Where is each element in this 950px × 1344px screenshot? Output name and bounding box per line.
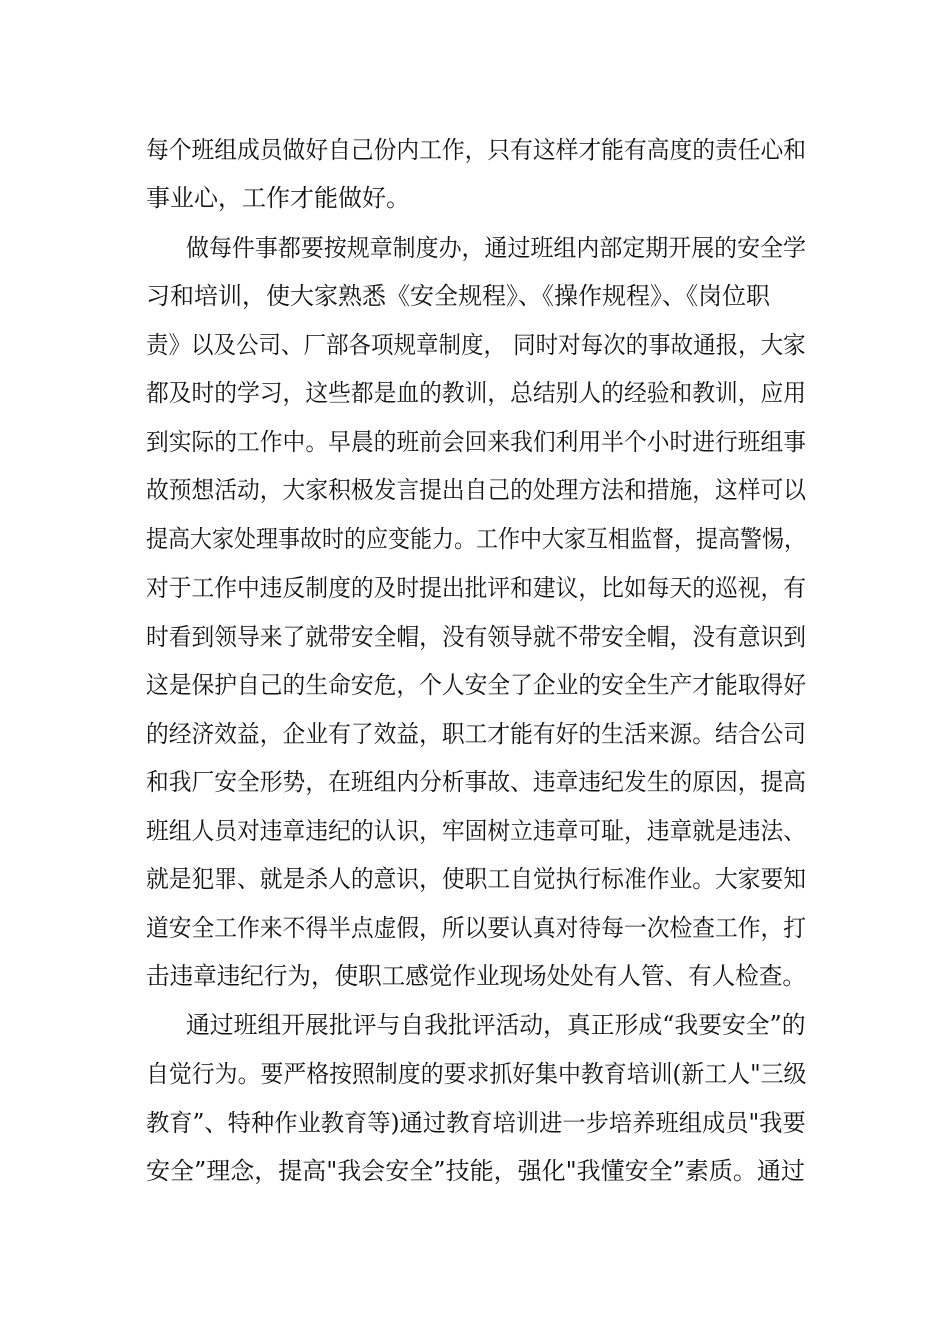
text-line: 故预想活动，大家积极发言提出自己的处理方法和措施，这样可以 bbox=[146, 476, 807, 504]
text-line: 的经济效益，企业有了效益，职工才能有好的生活来源。结合公司 bbox=[146, 720, 807, 748]
text-line: 事业心，工作才能做好。 bbox=[146, 184, 410, 212]
paragraph-start-line: 做每件事都要按规章制度办，通过班组内部定期开展的安全学 bbox=[186, 234, 807, 262]
text-line: 都及时的学习，这些都是血的教训，总结别人的经验和教训，应用 bbox=[146, 379, 807, 407]
text-line: 提高大家处理事故时的应变能力。工作中大家互相监督，提高警惕， bbox=[146, 525, 807, 553]
paragraph-start-line: 通过班组开展批评与自我批评活动，真正形成“我要安全”的 bbox=[186, 1011, 806, 1039]
text-line: 到实际的工作中。早晨的班前会回来我们利用半个小时进行班组事 bbox=[146, 428, 807, 456]
text-line: 习和培训，使大家熟悉《安全规程》、《操作规程》、《岗位职 bbox=[146, 282, 770, 310]
text-line: 安全”理念，提高"我会安全”技能，强化"我懂安全”素质。通过 bbox=[146, 1157, 805, 1185]
text-line: 就是犯罪、就是杀人的意识，使职工自觉执行标准作业。大家要知 bbox=[146, 865, 807, 893]
text-line: 班组人员对违章违纪的认识，牢固树立违章可耻，违章就是违法、 bbox=[146, 817, 807, 845]
text-line: 对于工作中违反制度的及时提出批评和建议，比如每天的巡视，有 bbox=[146, 574, 807, 602]
text-line: 每个班组成员做好自己份内工作，只有这样才能有高度的责任心和 bbox=[146, 136, 807, 164]
text-line: 教育”、特种作业教育等)通过教育培训进一步培养班组成员"我要 bbox=[146, 1109, 806, 1137]
text-line: 道安全工作来不得半点虚假，所以要认真对待每一次检查工作，打 bbox=[146, 914, 807, 942]
text-line: 自觉行为。要严格按照制度的要求抓好集中教育培训(新工人"三级 bbox=[146, 1060, 807, 1088]
text-line: 这是保护自己的生命安危，个人安全了企业的安全生产才能取得好 bbox=[146, 671, 807, 699]
text-line: 责》以及公司、厂部各项规章制度， 同时对每次的事故通报，大家 bbox=[146, 331, 806, 359]
text-line: 击违章违纪行为，使职工感觉作业现场处处有人管、有人检查。 bbox=[146, 962, 806, 990]
text-line: 时看到领导来了就带安全帽，没有领导就不带安全帽，没有意识到 bbox=[146, 623, 807, 651]
text-line: 和我厂安全形势，在班组内分析事故、违章违纪发生的原因，提高 bbox=[146, 768, 807, 796]
